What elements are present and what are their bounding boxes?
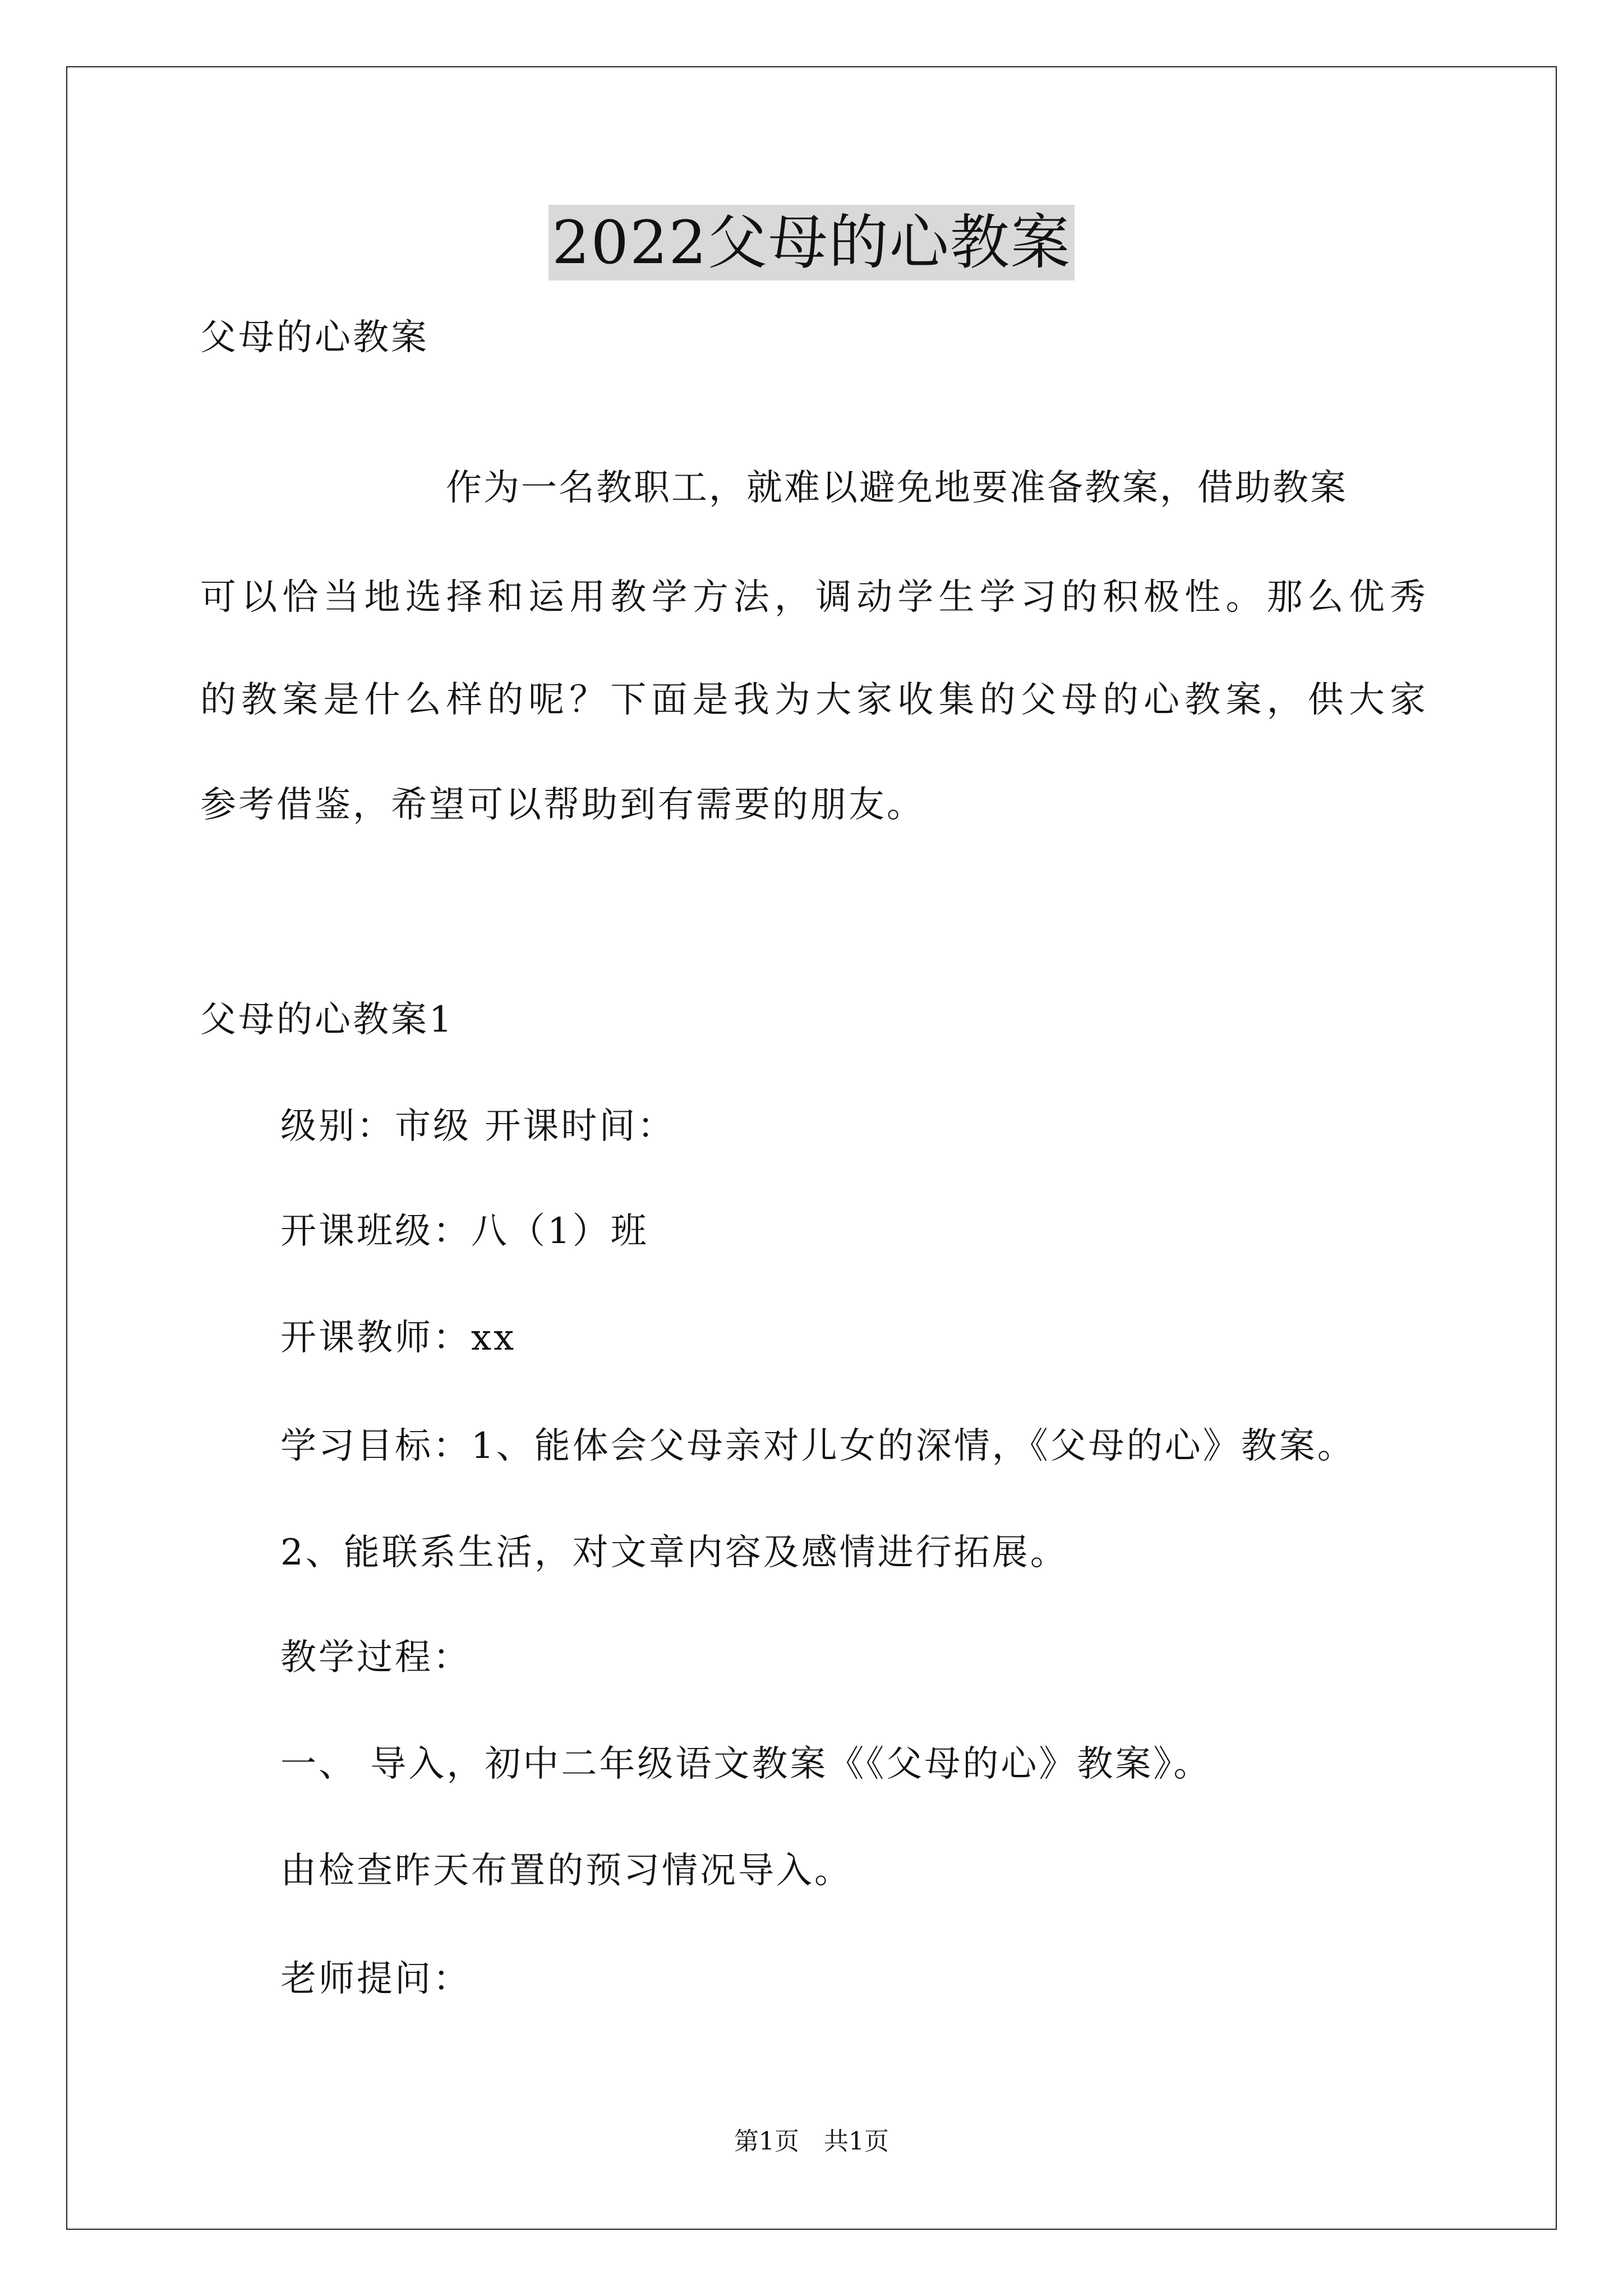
body-line-8: 由检查昨天布置的预习情况导入。 xyxy=(280,1850,852,1892)
body-line-7: 一、 导入，初中二年级语文教案《《父母的心》教案》。 xyxy=(280,1743,1212,1785)
intro-heading: 父母的心教案 xyxy=(200,317,429,358)
body-line-6: 教学过程： xyxy=(280,1637,471,1678)
page-footer xyxy=(0,2126,1623,2157)
body-line-9: 老师提问： xyxy=(280,1958,471,2000)
body-line-5: 2、能联系生活，对文章内容及感情进行拓展。 xyxy=(280,1532,1068,1573)
intro-line-3: 的教案是什么样的呢？下面是我为大家收集的父母的心教案，供大家 xyxy=(200,679,1426,721)
title-wrap xyxy=(0,205,1623,280)
total-pages: 共1页 xyxy=(824,2127,889,2156)
section-heading: 父母的心教案1 xyxy=(200,999,454,1041)
intro-line-2: 可以恰当地选择和运用教学方法，调动学生学习的积极性。那么优秀 xyxy=(200,577,1426,618)
body-line-3: 开课教师：xx xyxy=(280,1317,517,1359)
body-line-4: 学习目标：1、能体会父母亲对儿女的深情，《父母的心》教案。 xyxy=(280,1425,1355,1467)
intro-line-4: 参考借鉴，希望可以帮助到有需要的朋友。 xyxy=(200,784,925,826)
intro-line-1: 作为一名教职工，就难以避免地要准备教案，借助教案 xyxy=(446,467,1348,509)
page-number: 第1页 xyxy=(734,2127,799,2156)
body-line-1: 级别：市级 开课时间： xyxy=(280,1106,676,1147)
document-title: 2022父母的心教案 xyxy=(548,205,1075,280)
body-line-2: 开课班级：八（1）班 xyxy=(280,1211,649,1252)
